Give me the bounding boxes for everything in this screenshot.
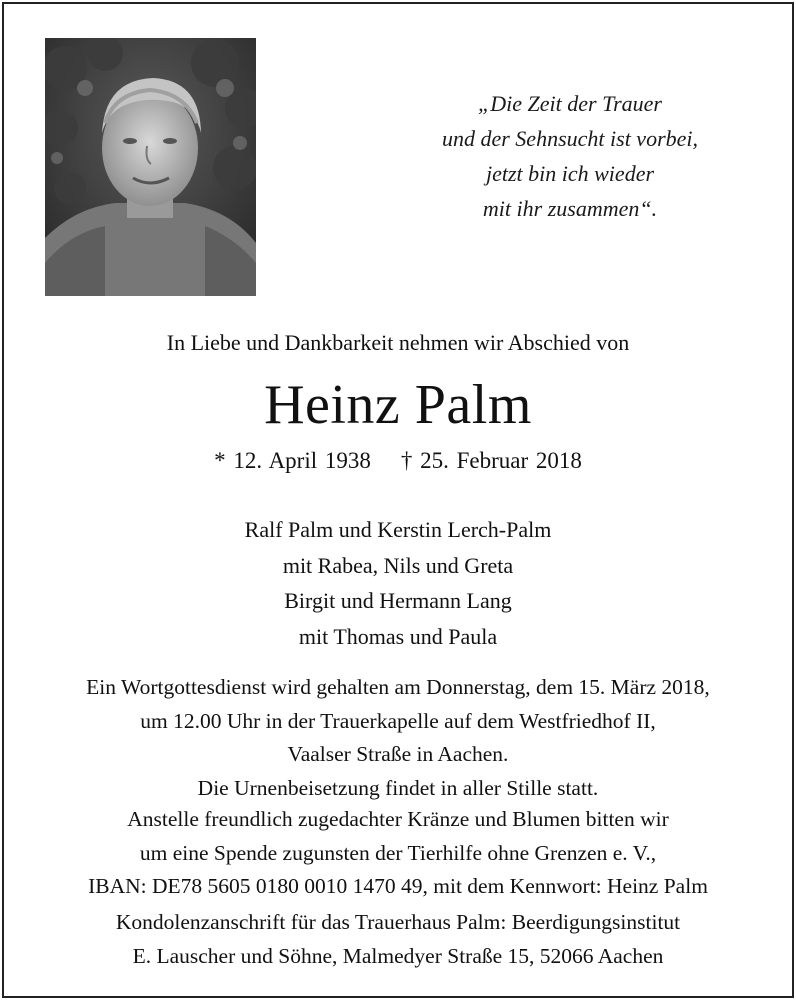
portrait-photo [45, 38, 256, 296]
condolence-line: Kondolenzanschrift für das Trauerhaus Palm: Beerdigungsinstitut [115, 910, 681, 934]
family-mourners [0, 512, 796, 654]
service-line: Ein Wortgottesdienst wird gehalten am Donnerstag, dem 15. März 2018, [86, 675, 710, 699]
service-line: Die Urnenbeisetzung findet in aller Stille statt. [197, 775, 599, 800]
quote-line: „Die Zeit der Trauer [478, 91, 662, 116]
quote-line: mit ihr zusammen“. [482, 196, 658, 221]
condolence-address [0, 905, 796, 973]
family-line: mit Rabea, Nils und Greta [282, 552, 514, 578]
condolence-line: E. Lauscher und Söhne, Malmedyer Straße 15, 52066 Aachen [132, 944, 664, 968]
family-line: mit Thomas und Paula [298, 623, 498, 649]
birth-date: * 12. April 1938 [214, 448, 371, 473]
memorial-quote [400, 86, 740, 226]
service-line: um 12.00 Uhr in der Trauerkapelle auf dem Westfriedhof II, [140, 708, 656, 733]
service-line: Vaalser Straße in Aachen. [287, 742, 509, 766]
life-dates [0, 445, 796, 477]
quote-line: jetzt bin ich wieder [485, 161, 655, 186]
donation-request [0, 803, 796, 904]
donation-line: IBAN: DE78 5605 0180 0010 1470 49, mit dem Kennwort: Heinz Palm [88, 874, 708, 898]
family-line: Ralf Palm und Kerstin Lerch-Palm [244, 517, 552, 542]
death-date: † 25. Februar 2018 [400, 448, 582, 473]
service-details [0, 671, 796, 805]
deceased-name: Heinz Palm [264, 374, 532, 436]
donation-line: Anstelle freundlich zugedachter Kränze und Blumen bitten wir [127, 807, 669, 831]
family-line: Birgit und Hermann Lang [284, 588, 512, 613]
donation-line: um eine Spende zugunsten der Tierhilfe ohne Grenzen e. V., [139, 840, 657, 865]
farewell-intro: In Liebe und Dankbarkeit nehmen wir Abschied von [166, 330, 630, 355]
quote-line: und der Sehnsucht ist vorbei, [441, 126, 699, 151]
